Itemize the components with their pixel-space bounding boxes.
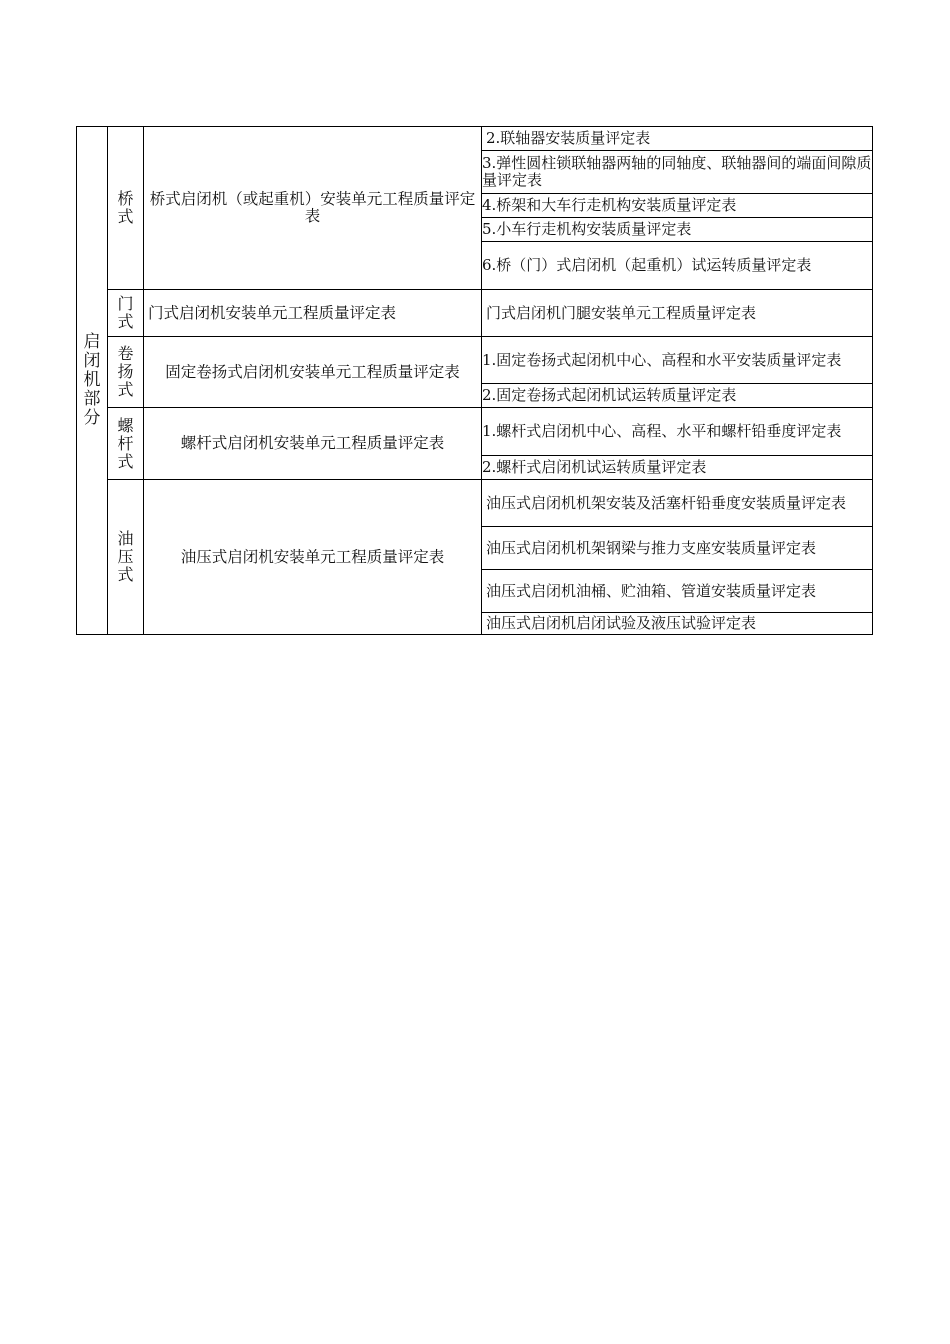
unit-cell: 桥式启闭机（或起重机）安装单元工程质量评定表 <box>144 127 482 290</box>
table-row <box>77 127 873 151</box>
unit-cell: 固定卷扬式启闭机安装单元工程质量评定表 <box>144 337 482 408</box>
item-cell: 油压式启闭机油桶、贮油箱、管道安装质量评定表 <box>482 570 873 613</box>
type-label: 卷扬式 <box>117 344 134 399</box>
quality-evaluation-table <box>76 126 873 635</box>
type-cell-winch <box>108 337 144 408</box>
table-row <box>77 408 873 456</box>
item-cell: 6.桥（门）式启闭机（起重机）试运转质量评定表 <box>482 242 873 290</box>
type-label: 门式 <box>117 294 134 331</box>
item-cell: 油压式启闭机机架钢梁与推力支座安装质量评定表 <box>482 527 873 570</box>
item-cell: 门式启闭机门腿安装单元工程质量评定表 <box>482 290 873 337</box>
item-cell: 2.固定卷扬式起闭机试运转质量评定表 <box>482 384 873 408</box>
type-label: 桥式 <box>117 189 134 226</box>
item-cell: 2.螺杆式启闭机试运转质量评定表 <box>482 456 873 480</box>
table-row <box>77 290 873 337</box>
table-row <box>77 480 873 527</box>
category-cell <box>77 127 108 635</box>
unit-cell: 螺杆式启闭机安装单元工程质量评定表 <box>144 408 482 480</box>
type-cell-hydraulic <box>108 480 144 635</box>
item-cell: 3.弹性圆柱锁联轴器两轴的同轴度、联轴器间的端面间隙质量评定表 <box>482 151 873 194</box>
type-label: 油压式 <box>117 529 134 584</box>
type-cell-screw <box>108 408 144 480</box>
type-label: 螺杆式 <box>117 415 134 471</box>
item-cell: 5.小车行走机构安装质量评定表 <box>482 218 873 242</box>
unit-cell: 门式启闭机安装单元工程质量评定表 <box>144 290 482 337</box>
table-row <box>77 337 873 384</box>
item-cell: 1.固定卷扬式起闭机中心、高程和水平安装质量评定表 <box>482 337 873 384</box>
item-cell: 油压式启闭机启闭试验及液压试验评定表 <box>482 613 873 635</box>
unit-cell: 油压式启闭机安装单元工程质量评定表 <box>144 480 482 635</box>
category-label: 启闭机部分 <box>83 332 101 428</box>
type-cell-gantry <box>108 290 144 337</box>
type-cell-bridge <box>108 127 144 290</box>
item-cell: 4.桥架和大车行走机构安装质量评定表 <box>482 194 873 218</box>
item-cell: 油压式启闭机机架安装及活塞杆铅垂度安装质量评定表 <box>482 480 873 527</box>
item-cell: 2.联轴器安装质量评定表 <box>482 127 873 151</box>
item-cell: 1.螺杆式启闭机中心、高程、水平和螺杆铅垂度评定表 <box>482 408 873 456</box>
